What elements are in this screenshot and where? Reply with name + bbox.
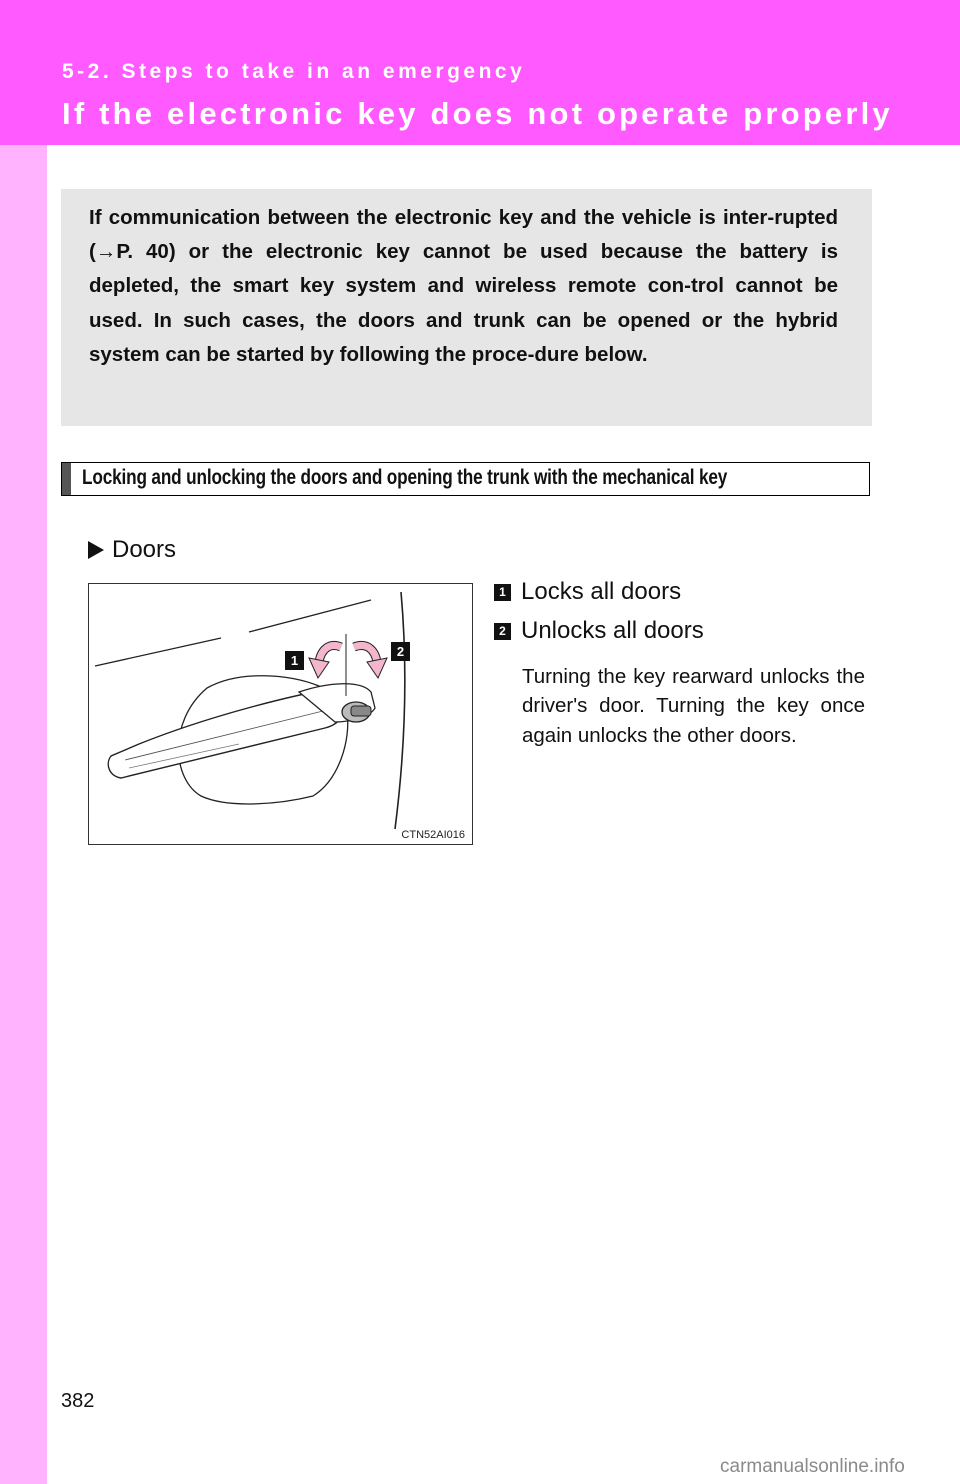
step-2-number-icon: 2 [494, 623, 511, 640]
step-2 [494, 617, 704, 645]
page-title: If the electronic key does not operate properly [62, 96, 893, 131]
door-handle-illustration [89, 584, 474, 846]
sub-heading-text: Locking and unlocking the doors and opening the trunk with the mechanical key [82, 465, 728, 489]
door-handle-figure [88, 583, 473, 845]
step-1-label: Locks all doors [521, 578, 682, 605]
section-label: 5-2. Steps to take in an emergency [62, 60, 526, 83]
side-band [0, 145, 47, 1484]
sub-heading-bar [62, 463, 71, 495]
callout-1-label: 1 [290, 653, 299, 668]
page-header [0, 0, 960, 145]
intro-box [61, 189, 872, 426]
callout-2-label: 2 [396, 644, 405, 659]
triangle-bullet-icon [88, 541, 104, 559]
figure-code: CTN52AI016 [401, 829, 465, 841]
sub-heading [61, 462, 870, 496]
doors-row [88, 535, 176, 565]
watermark: carmanualsonline.info [720, 1456, 905, 1477]
unlock-note: Turning the key rearward unlocks the driver's door. Turning the key once again unlocks the other doors. [522, 665, 865, 747]
doors-label: Doors [112, 536, 177, 563]
step-1 [494, 578, 681, 606]
step-1-number-icon: 1 [494, 584, 511, 601]
step-2-label: Unlocks all doors [521, 617, 704, 644]
page-number: 382 [61, 1390, 95, 1412]
intro-text: If communication between the electronic key and the vehicle is inter-rupted (→P. 40) or the electronic key cannot be used because the battery is depleted, the smart key system and wireless remote con-trol cannot be used. In such cases, the doors and trunk can be opened or the hybrid system can be started by following the proce-dure below. [89, 206, 838, 366]
